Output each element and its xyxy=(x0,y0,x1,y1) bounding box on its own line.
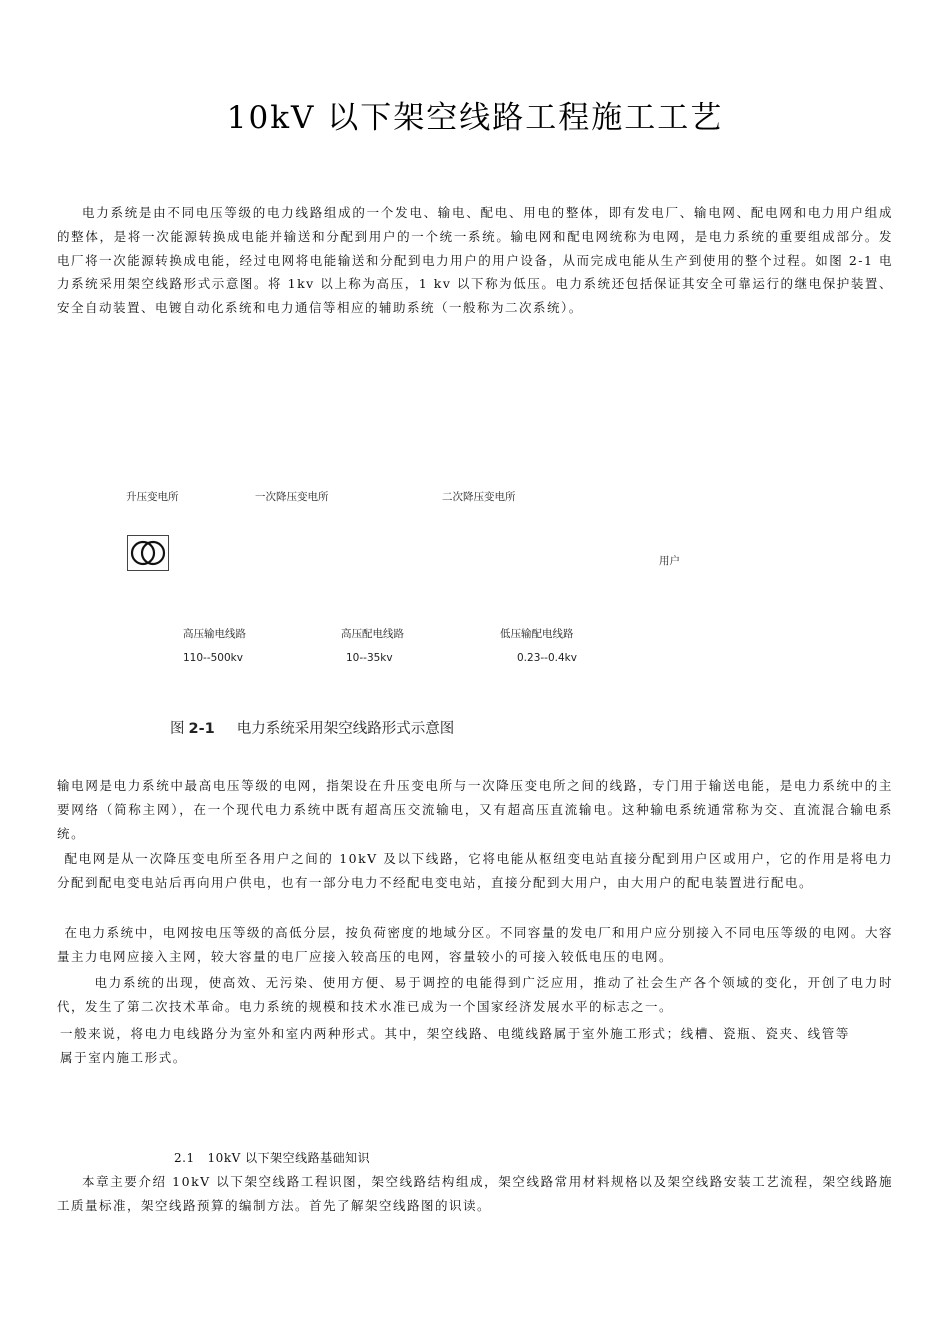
line-name-hv-distribution: 高压配电线路 xyxy=(341,628,404,640)
line-voltage-lv-distribution: 0.23--0.4kv xyxy=(517,652,577,664)
figure-number: 2-1 xyxy=(188,721,215,737)
section-paragraph: 本章主要介绍 10kV 以下架空线路工程识图，架空线路结构组成，架空线路常用材料规格以及架空线路安装工艺流程，架空线路施工质量标准，架空线路预算的编制方法。首先了解架空线路图的识读。 xyxy=(57,1174,893,1213)
line-name-lv-distribution: 低压输配电线路 xyxy=(500,628,574,640)
paragraph-history: 电力系统的出现，使高效、无污染、使用方便、易于调控的电能得到广泛应用，推动了社会生产各个领域的变化，开创了电力时代，发生了第二次技术革命。电力系统的规模和技术水准已成为一个国家经济发展水平的标志之一。 xyxy=(57,975,893,1014)
figure-caption-text: 电力系统采用架空线路形式示意图 xyxy=(236,721,455,737)
transformer-symbol xyxy=(128,536,168,570)
page-title: 10kV 以下架空线路工程施工工艺 xyxy=(226,100,724,136)
user-label: 用户 xyxy=(659,555,680,567)
line-name-transmission: 高压输电线路 xyxy=(183,628,246,640)
section-heading xyxy=(174,1149,370,1166)
paragraph-transmission: 输电网是电力系统中最高电压等级的电网，指架设在升压变电所与一次降压变电所之间的线路，专门用于输送电能，是电力系统中的主要网络（简称主网），在一个现代电力系统中既有超高压交流输电，又有超高压直流输电。这种输电系统通常称为交、直流混合输电系统。 xyxy=(57,778,893,841)
figure-caption xyxy=(170,717,454,738)
station-label-secondary: 二次降压变电所 xyxy=(442,491,516,503)
paragraph-grid-layering: 在电力系统中，电网按电压等级的高低分层，按负荷密度的地域分区。不同容量的发电厂和用户应分别接入不同电压等级的电网。大容量主力电网应接入主网，较大容量的电厂应接入较高压的电网，容量较小的可接入较低电压的电网。 xyxy=(57,925,893,964)
intro-paragraph: 电力系统是由不同电压等级的电力线路组成的一个发电、输电、配电、用电的整体，即有发电厂、输电网、配电网和电力用户组成的整体，是将一次能源转换成电能并输送和分配到用户的一个统一系统。输电网和配电网统称为电网，是电力系统的重要组成部分。发电厂将一次能源转换成电能，经过电网将电能输送和分配到电力用户的用户设备，从而完成电能从生产到使用的整个过程。如图 2-1 电力系统采用架空线路形式示意图。将 1kv 以上称为高压，1 kv 以下称为低压。电力系统还包括保证其安全可靠运行的继电保护装置、安全自动装置、电镀自动化系统和电力通信等相应的辅助系统（一般称为二次系统）。 xyxy=(57,205,893,316)
line-voltage-hv-distribution: 10--35kv xyxy=(346,652,393,664)
transformer-icon xyxy=(127,535,169,571)
paragraph-wiring-types: 一般来说，将电力电线路分为室外和室内两种形式。其中，架空线路、电缆线路属于室外施工形式；线槽、瓷瓶、瓷夹、线管等属于室内施工形式。 xyxy=(60,1026,850,1065)
figure-caption-prefix: 图 xyxy=(170,721,185,737)
paragraph-distribution: 配电网是从一次降压变电所至各用户之间的 10kV 及以下线路，它将电能从枢纽变电站直接分配到用户区或用户，它的作用是将电力分配到配电变电站后再向用户供电，也有一部分电力不经配电变电站，直接分配到大用户，由大用户的配电装置进行配电。 xyxy=(57,851,893,890)
section-title: 10kV 以下架空线路基础知识 xyxy=(207,1151,371,1165)
station-label-step-up: 升压变电所 xyxy=(126,491,179,503)
section-number: 2.1 xyxy=(174,1151,195,1165)
line-voltage-transmission: 110--500kv xyxy=(183,652,243,664)
station-label-primary: 一次降压变电所 xyxy=(255,491,329,503)
